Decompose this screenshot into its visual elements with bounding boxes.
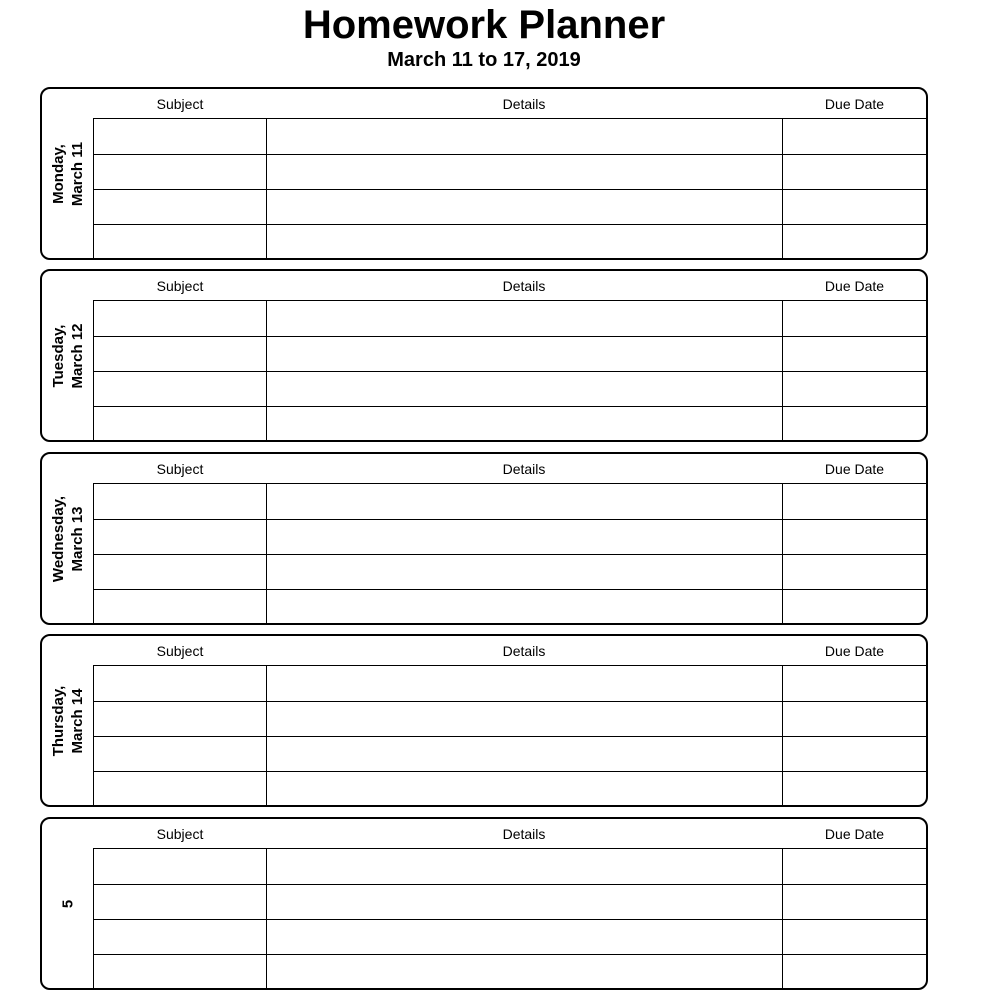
due-date-cell[interactable]	[783, 555, 928, 589]
subject-cell[interactable]	[94, 667, 266, 701]
details-cell[interactable]	[267, 485, 782, 519]
details-cell[interactable]	[267, 702, 782, 736]
due-date-cell[interactable]	[783, 190, 928, 224]
subject-cell[interactable]	[94, 702, 266, 736]
day-block	[40, 817, 928, 990]
column-header-details: Details	[502, 278, 546, 294]
due-date-cell[interactable]	[783, 850, 928, 884]
day-date: March 12	[68, 322, 86, 389]
subject-cell[interactable]	[94, 955, 266, 989]
details-cell[interactable]	[267, 520, 782, 554]
homework-table	[93, 118, 928, 259]
subject-cell[interactable]	[94, 520, 266, 554]
column-header-subject: Subject	[156, 826, 204, 842]
subject-cell[interactable]	[94, 555, 266, 589]
details-cell[interactable]	[267, 955, 782, 989]
page-subtitle: March 11 to 17, 2019	[387, 49, 581, 71]
column-header-subject: Subject	[156, 278, 204, 294]
subject-cell[interactable]	[94, 155, 266, 189]
day-weekday: Tuesday,	[49, 324, 67, 387]
column-header-due-date: Due Date	[824, 826, 885, 842]
subject-cell[interactable]	[94, 590, 266, 624]
due-date-cell[interactable]	[783, 225, 928, 259]
subject-cell[interactable]	[94, 407, 266, 441]
column-header-details: Details	[502, 643, 546, 659]
day-label	[42, 271, 93, 440]
subject-cell[interactable]	[94, 372, 266, 406]
column-header-details: Details	[502, 461, 546, 477]
day-block	[40, 452, 928, 625]
day-weekday: Thursday,	[49, 685, 67, 756]
day-label-text	[58, 899, 77, 907]
homework-table	[93, 848, 928, 989]
day-label	[42, 819, 93, 988]
subject-cell[interactable]	[94, 337, 266, 371]
day-date: March 13	[68, 505, 86, 572]
due-date-cell[interactable]	[783, 920, 928, 954]
subject-cell[interactable]	[94, 772, 266, 806]
day-date: 5	[59, 899, 76, 908]
subject-cell[interactable]	[94, 190, 266, 224]
due-date-cell[interactable]	[783, 590, 928, 624]
due-date-cell[interactable]	[783, 337, 928, 371]
day-label	[42, 454, 93, 623]
due-date-cell[interactable]	[783, 885, 928, 919]
subject-cell[interactable]	[94, 225, 266, 259]
details-cell[interactable]	[267, 737, 782, 771]
column-header-due-date: Due Date	[824, 96, 885, 112]
details-cell[interactable]	[267, 337, 782, 371]
subject-cell[interactable]	[94, 485, 266, 519]
day-weekday: Monday,	[49, 143, 67, 204]
details-cell[interactable]	[267, 920, 782, 954]
subject-cell[interactable]	[94, 885, 266, 919]
due-date-cell[interactable]	[783, 485, 928, 519]
day-label	[42, 636, 93, 805]
details-cell[interactable]	[267, 772, 782, 806]
column-header-subject: Subject	[156, 643, 204, 659]
due-date-cell[interactable]	[783, 520, 928, 554]
due-date-cell[interactable]	[783, 772, 928, 806]
homework-table	[93, 300, 928, 441]
due-date-cell[interactable]	[783, 155, 928, 189]
day-block	[40, 634, 928, 807]
day-date: March 14	[68, 687, 86, 754]
page-title: Homework Planner	[302, 3, 666, 47]
due-date-cell[interactable]	[783, 737, 928, 771]
subject-cell[interactable]	[94, 920, 266, 954]
due-date-cell[interactable]	[783, 702, 928, 736]
due-date-cell[interactable]	[783, 120, 928, 154]
day-block	[40, 269, 928, 442]
details-cell[interactable]	[267, 155, 782, 189]
column-header-due-date: Due Date	[824, 278, 885, 294]
day-label-text	[49, 495, 87, 581]
due-date-cell[interactable]	[783, 302, 928, 336]
day-block	[40, 87, 928, 260]
column-header-due-date: Due Date	[824, 643, 885, 659]
details-cell[interactable]	[267, 302, 782, 336]
subject-cell[interactable]	[94, 850, 266, 884]
due-date-cell[interactable]	[783, 955, 928, 989]
details-cell[interactable]	[267, 555, 782, 589]
details-cell[interactable]	[267, 407, 782, 441]
details-cell[interactable]	[267, 225, 782, 259]
details-cell[interactable]	[267, 372, 782, 406]
column-header-subject: Subject	[156, 461, 204, 477]
day-label-text	[49, 141, 87, 205]
subject-cell[interactable]	[94, 737, 266, 771]
subject-cell[interactable]	[94, 120, 266, 154]
column-header-subject: Subject	[156, 96, 204, 112]
due-date-cell[interactable]	[783, 407, 928, 441]
column-header-due-date: Due Date	[824, 461, 885, 477]
due-date-cell[interactable]	[783, 667, 928, 701]
details-cell[interactable]	[267, 190, 782, 224]
details-cell[interactable]	[267, 120, 782, 154]
day-label-text	[49, 685, 87, 756]
details-cell[interactable]	[267, 850, 782, 884]
day-date: March 11	[68, 141, 86, 206]
homework-table	[93, 665, 928, 806]
homework-table	[93, 483, 928, 624]
column-header-details: Details	[502, 826, 546, 842]
details-cell[interactable]	[267, 667, 782, 701]
day-label	[42, 89, 93, 258]
details-cell[interactable]	[267, 590, 782, 624]
day-weekday: Wednesday,	[49, 495, 67, 582]
day-label-text	[49, 323, 87, 388]
subject-cell[interactable]	[94, 302, 266, 336]
column-header-details: Details	[502, 96, 546, 112]
details-cell[interactable]	[267, 885, 782, 919]
due-date-cell[interactable]	[783, 372, 928, 406]
